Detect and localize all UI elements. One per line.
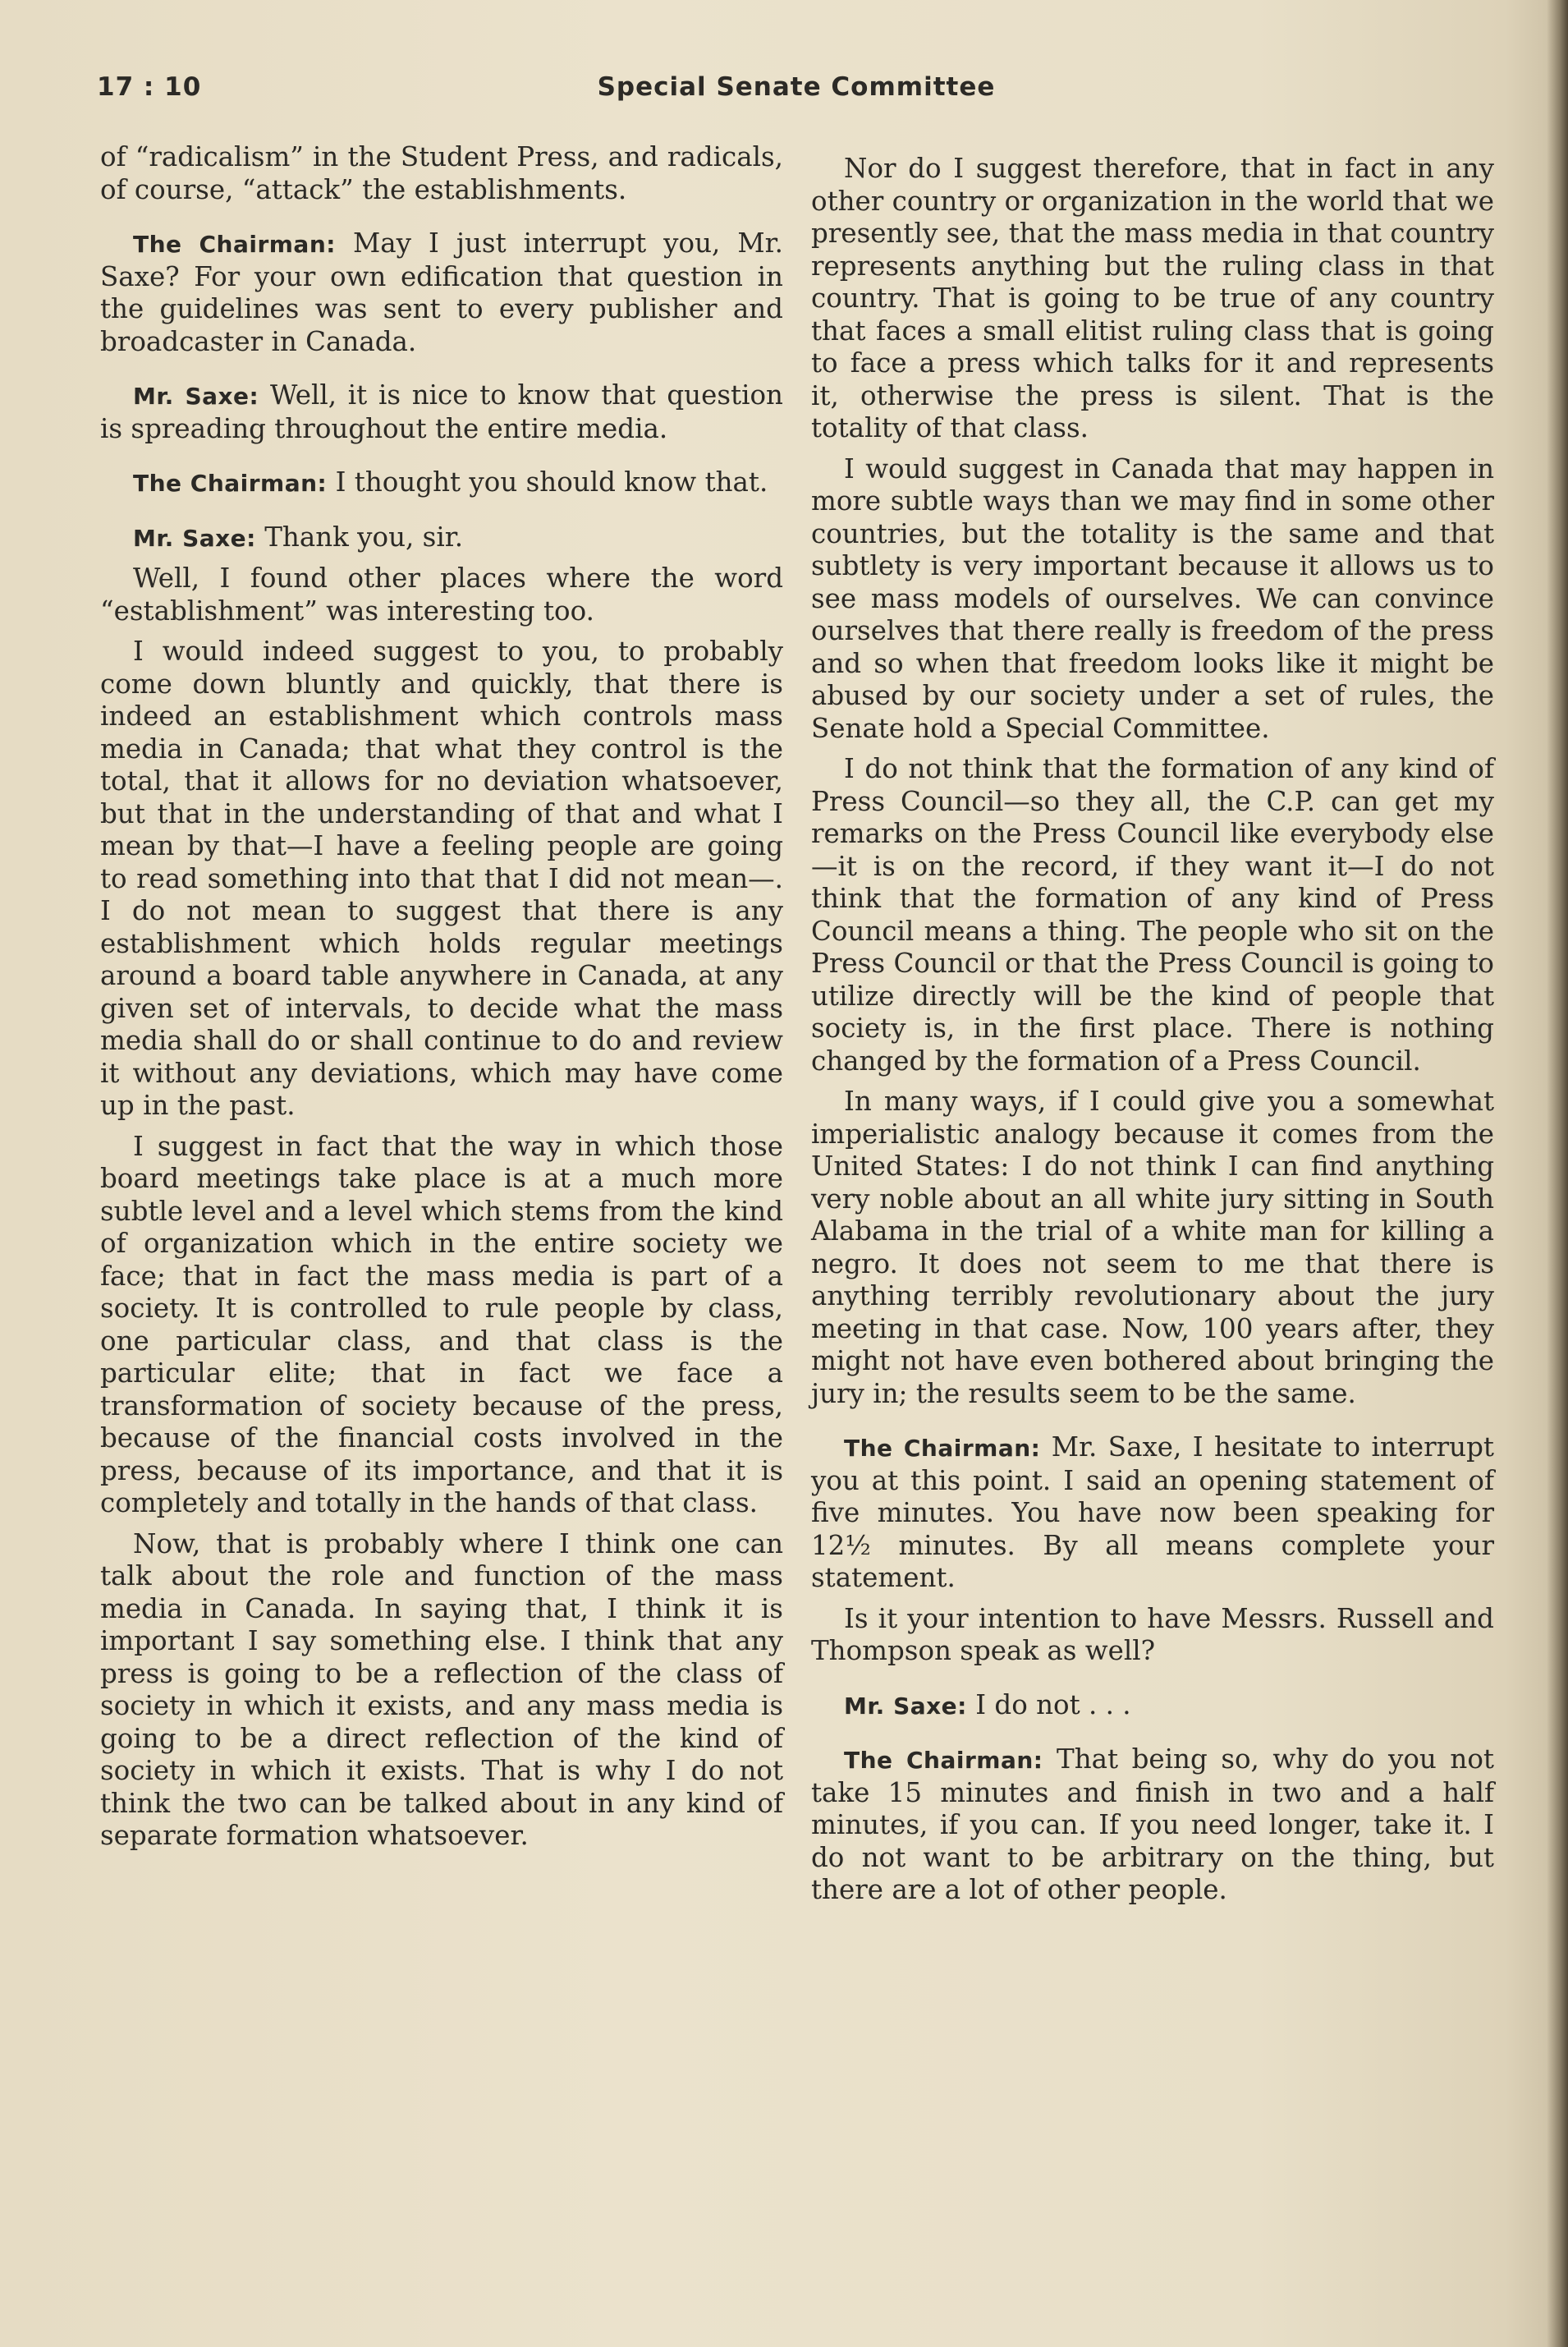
paragraph: Nor do I suggest therefore, that in fact in any other country or organization in the world that we presently see, that the mass media in that country represents anything but the ruling class in that country. That is going to be true of any country that faces a small elitist ruling class that is going to face a press which talks for it and represents it, otherwise the press is silent. That is the totality of that class. (811, 153, 1494, 443)
left-column (100, 141, 783, 1861)
right-column (811, 153, 1494, 1915)
page-number: 17 : 10 (97, 72, 202, 102)
speaker-label: The Chairman: (844, 1747, 1043, 1774)
speech-paragraph (100, 227, 783, 358)
paragraph: In many ways, if I could give you a somewhat imperialistic analogy because it comes from the United States: I do not think I can find anything very noble about an all white jury sitting in South Alabama in the trial of a white man for killing a negro. It does not seem to me that there is anything terribly revolutionary about the jury meeting in that case. Now, 100 years after, they might not have even bothered about bringing the jury in; the results seem to be the same. (811, 1086, 1494, 1409)
speech-paragraph (100, 379, 783, 445)
speaker-label: Mr. Saxe: (133, 383, 259, 410)
speech-text: Thank you, sir. (264, 521, 464, 553)
speech-paragraph (811, 1689, 1494, 1723)
paragraph: I suggest in fact that the way in which those board meetings take place is at a much more subtle level and a level which stems from the kind of organization which in the entire society we face; that in fact the mass media is part of a society. It is controlled to rule people by class, one particular class, and that class is the particular elite; that in fact we face a transformation of society because of the press, because of the financial costs involved in the press, because of its importance, and that it is completely and totally in the hands of that class. (100, 1130, 783, 1518)
speech-text: I do not . . . (975, 1688, 1131, 1720)
speech-paragraph (811, 1431, 1494, 1595)
speech-paragraph (100, 466, 783, 500)
speaker-label: Mr. Saxe: (133, 524, 256, 552)
paragraph: Well, I found other places where the word “establishment” was interesting too. (100, 563, 783, 627)
speech-text: Well, it is nice to know that question is spreading throughout the entire media. (100, 379, 783, 444)
speech-text: Mr. Saxe, I hesitate to interrupt you at this point. I said an opening statement of five minutes. You have now been speaking for 12½ minutes. By all means complete your statement. (811, 1431, 1494, 1593)
running-title: Special Senate Committee (597, 72, 996, 102)
speech-paragraph (811, 1743, 1494, 1907)
speaker-label: Mr. Saxe: (844, 1692, 967, 1720)
paragraph: Now, that is probably where I think one can talk about the role and function of the mass media in Canada. In saying that, I think it is important I say something else. I think that any press is going to be a reflection of the class of society in which it exists, and any mass media is going to be a direct reflection of the kind of society in which it exists. That is why I do not think the two can be talked about in any kind of separate formation whatsoever. (100, 1527, 783, 1851)
paragraph: Is it your intention to have Messrs. Russell and Thompson speak as well? (811, 1602, 1494, 1666)
paragraph: I would suggest in Canada that may happen in more subtle ways than we may find in some other countries, but the totality is the same and that subtlety is very important because it allows us to see mass models of ourselves. We can convince ourselves that there really is freedom of the press and so when that freedom looks like it might be abused by our society under a set of rules, the Senate hold a Special Committee. (811, 452, 1494, 744)
speech-text: I thought you should know that. (335, 466, 768, 498)
speech-paragraph (100, 521, 783, 555)
paragraph: I would indeed suggest to you, to probably come down bluntly and quickly, that there is indeed an establishment which controls mass media in Canada; that what they control is the total, that it allows for no deviation whatsoever, but that in the understanding of that and what I mean by that—I have a feeling people are going to read something into that that I did not mean—. I do not mean to suggest that there is any establishment which holds regular meetings around a board table anywhere in Canada, at any given set of intervals, to decide what the mass media shall do or shall continue to do and review it without any deviations, which may have come up in the past. (100, 636, 783, 1121)
paragraph: of “radicalism” in the Student Press, and radicals, of course, “attack” the establishments. (100, 141, 783, 205)
binding-shadow (1547, 0, 1568, 2347)
page-header (97, 72, 1496, 112)
speaker-label: The Chairman: (133, 470, 328, 497)
speaker-label: The Chairman: (844, 1435, 1041, 1462)
paragraph: I do not think that the formation of any kind of Press Council—so they all, the C.P. can get my remarks on the Press Council like everybody else—it is on the record, if they want it—I do not think that the formation of any kind of Press Council means a thing. The people who sit on the Press Council or that the Press Council is going to utilize directly will be the kind of people that society is, in the first place. There is nothing changed by the formation of a Press Council. (811, 753, 1494, 1077)
speech-text: That being so, why do you not take 15 minutes and finish in two and a half minutes, if you can. If you need longer, take it. I do not want to be arbitrary on the thing, but there are a lot of other people. (811, 1743, 1494, 1905)
speech-text: May I just interrupt you, Mr. Saxe? For your own edification that question in the guidelines was sent to every publisher and broadcaster in Canada. (100, 227, 783, 357)
speaker-label: The Chairman: (133, 231, 336, 258)
